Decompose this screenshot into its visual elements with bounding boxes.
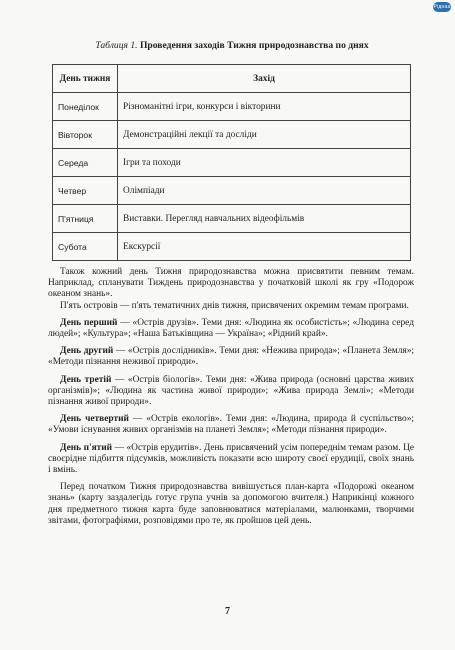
table-row bbox=[53, 93, 411, 121]
day-2-text: — «Острів дослідників». Теми дня: «Нежива природа»; «Планета Земля»; «Методи пізнання неживої природи». bbox=[48, 346, 414, 368]
paragraph-islands: П'ять островів — п'ять тематичних днів тижня, присвячених окремим темам програми. bbox=[60, 300, 409, 311]
body-text bbox=[48, 267, 414, 527]
day-2-label: День другий bbox=[60, 346, 114, 357]
cell-day: Середа bbox=[53, 149, 118, 177]
table-caption bbox=[52, 40, 412, 51]
table-row bbox=[53, 205, 411, 233]
table-row bbox=[53, 177, 411, 205]
paragraph-day-2 bbox=[48, 346, 414, 368]
page-number: 7 bbox=[225, 606, 230, 617]
schedule-table bbox=[52, 64, 411, 261]
paragraph-day-1 bbox=[48, 318, 414, 340]
paragraph-outro: Перед початком Тижня природознавства вивішується план-карта «Подорожі океаном знань» (карту заздалегідь готує група учнів за допомогою вчителя.) Наприкінці кожного дня предметного тижня карта буде заповнюватися матеріалами, малюнками, творчими звітами, фотографіями, розповідями про те, як пройшов цей день. bbox=[48, 482, 414, 526]
cell-event: Демонстраційні лекції та досліди bbox=[118, 121, 411, 149]
cell-day: Четвер bbox=[53, 177, 118, 205]
header-event: Захід bbox=[118, 65, 411, 93]
cell-event: Ігри та походи bbox=[118, 149, 411, 177]
cell-day: П'ятниця bbox=[53, 205, 118, 233]
paragraph-intro: Також кожний день Тижня природознавства можна присвятити певним темам. Наприклад, спланувати Тиждень природознавства у початковій школі як гру «Подорож океаном знань». bbox=[48, 267, 414, 300]
day-4-label: День четвертий bbox=[60, 414, 129, 425]
cell-day: Понеділок bbox=[53, 93, 118, 121]
table-row bbox=[53, 149, 411, 177]
day-4-text: — «Острів екологів». Теми дня: «Людина, природа й суспільство»; «Умови існування живих організмів на планеті Земля»; «Методи пізнання природи». bbox=[48, 414, 414, 436]
cell-event: Екскурсії bbox=[118, 233, 411, 261]
table-row bbox=[53, 233, 411, 261]
table-header-row bbox=[53, 65, 411, 93]
cell-day: Вівторок bbox=[53, 121, 118, 149]
day-5-label: День п'ятий bbox=[60, 442, 113, 453]
day-5-text: — «Острів ерудитів». День присвячений усім попереднім темам разом. Це своєрідне підбиття підсумків, можливість показати всю широту своєї ерудиції, своїх знань і вмінь. bbox=[48, 442, 414, 476]
day-1-label: День перший bbox=[60, 317, 118, 328]
cell-event: Олімпіади bbox=[118, 177, 411, 205]
day-3-text: — «Острів біологів». Теми дня: «Жива природа (основні царства живих організмів)»; «Людина як частина живої природи»; «Жива природа Землі»; «Методи пізнання живої природи». bbox=[48, 374, 414, 408]
caption-title: Проведення заходів Тижня природознавства по днях bbox=[139, 40, 369, 51]
day-3-label: День третій bbox=[60, 374, 112, 385]
caption-label: Таблиця 1. bbox=[95, 40, 138, 51]
header-day: День тижня bbox=[53, 65, 118, 93]
publisher-badge: Ріднаа bbox=[433, 4, 451, 10]
table-row bbox=[53, 121, 411, 149]
cell-day: Субота bbox=[53, 233, 118, 261]
cell-event: Різноманітні ігри, конкурси і вікторини bbox=[118, 93, 411, 121]
paragraph-day-3 bbox=[48, 375, 414, 409]
paragraph-day-5 bbox=[48, 443, 414, 477]
day-1-text: — «Острів друзів». Теми дня: «Людина як особистість»; «Людина серед людей»; «Культура»; «Наша Батьківщина — Україна»; «Рідний край». bbox=[48, 317, 414, 340]
paragraph-day-4 bbox=[48, 414, 414, 436]
cell-event: Виставки. Перегляд навчальних відеофільмів bbox=[118, 205, 411, 233]
